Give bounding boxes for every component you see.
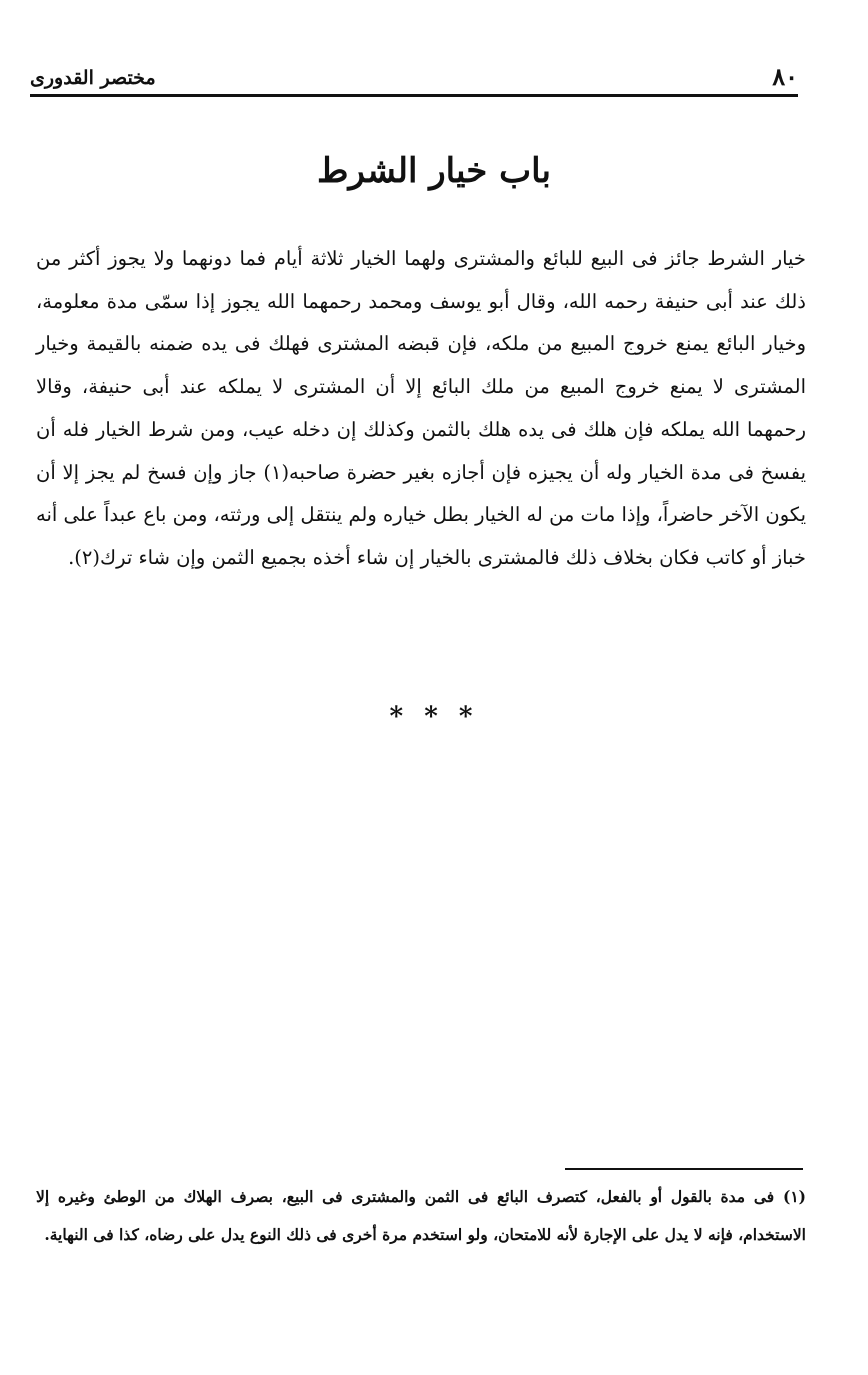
chapter-title: باب خيار الشرط bbox=[317, 151, 551, 191]
body-paragraph: خيار الشرط جائز فى البيع للبائع والمشترى ولهما الخيار ثلاثة أيام فما دونهما ولا يجوز أكثر من ذلك عند أبى حنيفة رحمه الله، وقال أبو يوسف ومحمد رحمهما الله يجوز إذا سمّى مدة معلومة، وخيار البائع يمنع خروج المبيع من ملكه، فإن قبضه المشترى فهلك فى يده ضمنه بالقيمة وخيار المشترى لا يمنع خروج المبيع من ملك البائع إلا أن المشترى لا يملكه عند أبى حنيفة، وقالا رحمهما الله يملكه فإن هلك فى يده هلك بالثمن وكذلك إن دخله عيب، ومن شرط الخيار فله أن يفسخ فى مدة الخيار وله أن يجيزه فإن أجازه بغير حضرة صاحبه(١) جاز وإن فسخ لم يجز إلا أن يكون الآخر حاضراً، وإذا مات من له الخيار بطل خياره ولم ينتقل إلى ورثته، ومن باع عبداً على أنه خباز أو كاتب فكان بخلاف ذلك فالمشترى بالخيار إن شاء أخذه بجميع الثمن وإن شاء ترك(٢). bbox=[36, 247, 806, 569]
running-header bbox=[30, 62, 798, 94]
book-title: مختصر القدورى bbox=[30, 67, 156, 89]
footnotes bbox=[36, 1178, 806, 1254]
footnote-rule bbox=[565, 1168, 803, 1170]
footnote-1: (١) فى مدة بالقول أو بالفعل، كتصرف البائع فى الثمن والمشترى فى البيع، بصرف الهلاك من الوطئ وغيره إلا الاستخدام، فإنه لا يدل على الإجارة لأنه للامتحان، ولو استخدم مرة أخرى فى ذلك النوع يدل على رضاه، كذا فى النهاية. bbox=[36, 1187, 806, 1244]
section-separator: * * * bbox=[389, 702, 479, 732]
body-text bbox=[36, 238, 806, 580]
header-rule bbox=[30, 94, 798, 97]
page-number: ٨٠ bbox=[772, 62, 798, 91]
